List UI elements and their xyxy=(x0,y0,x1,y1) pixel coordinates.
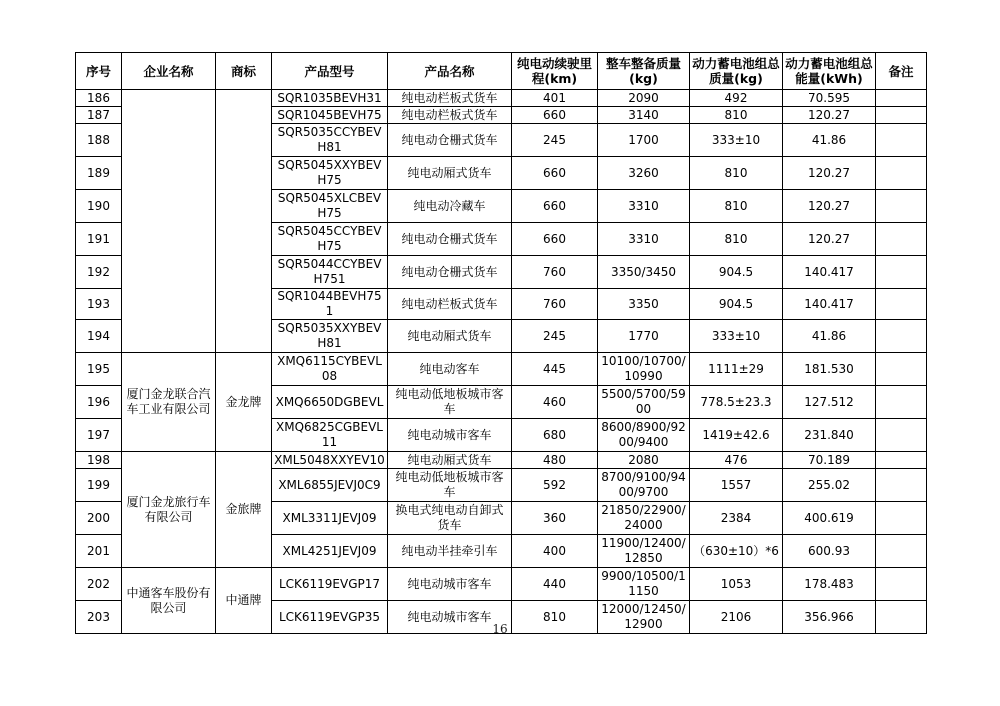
product-name-cell: 纯电动城市客车 xyxy=(388,568,512,601)
header-cell: 产品型号 xyxy=(272,53,388,90)
company-cell: 厦门金龙旅行车有限公司 xyxy=(122,452,216,568)
company-cell: 中通客车股份有限公司 xyxy=(122,568,216,634)
battery-energy-cell: 127.512 xyxy=(783,386,876,419)
row-number-cell: 198 xyxy=(76,452,122,469)
table-row xyxy=(76,568,927,601)
row-number-cell: 197 xyxy=(76,419,122,452)
curb-mass-cell: 9900/10500/11150 xyxy=(598,568,690,601)
model-cell: SQR5045CCYBEVH75 xyxy=(272,223,388,256)
note-cell xyxy=(876,419,927,452)
model-cell: XMQ6825CGBEVL11 xyxy=(272,419,388,452)
product-name-cell: 换电式纯电动自卸式货车 xyxy=(388,502,512,535)
note-cell xyxy=(876,386,927,419)
battery-mass-cell: 810 xyxy=(690,107,783,124)
row-number-cell: 194 xyxy=(76,320,122,353)
header-cell: 商标 xyxy=(216,53,272,90)
battery-mass-cell: 333±10 xyxy=(690,124,783,157)
range-cell: 245 xyxy=(512,320,598,353)
note-cell xyxy=(876,256,927,289)
row-number-cell: 193 xyxy=(76,289,122,320)
product-name-cell: 纯电动低地板城市客车 xyxy=(388,469,512,502)
battery-mass-cell: 1419±42.6 xyxy=(690,419,783,452)
header-cell: 整车整备质量(kg) xyxy=(598,53,690,90)
curb-mass-cell: 1700 xyxy=(598,124,690,157)
range-cell: 660 xyxy=(512,190,598,223)
note-cell xyxy=(876,157,927,190)
vehicle-catalog-table xyxy=(75,52,927,634)
note-cell xyxy=(876,124,927,157)
battery-energy-cell: 70.189 xyxy=(783,452,876,469)
curb-mass-cell: 10100/10700/10990 xyxy=(598,353,690,386)
battery-energy-cell: 120.27 xyxy=(783,190,876,223)
product-name-cell: 纯电动客车 xyxy=(388,353,512,386)
product-name-cell: 纯电动栏板式货车 xyxy=(388,289,512,320)
battery-mass-cell: 778.5±23.3 xyxy=(690,386,783,419)
model-cell: XML5048XXYEV10 xyxy=(272,452,388,469)
header-cell: 动力蓄电池组总质量(kg) xyxy=(690,53,783,90)
note-cell xyxy=(876,223,927,256)
model-cell: SQR5045XLCBEVH75 xyxy=(272,190,388,223)
model-cell: SQR1044BEVH751 xyxy=(272,289,388,320)
battery-energy-cell: 400.619 xyxy=(783,502,876,535)
curb-mass-cell: 21850/22900/24000 xyxy=(598,502,690,535)
curb-mass-cell: 2090 xyxy=(598,90,690,107)
brand-cell: 金旅牌 xyxy=(216,452,272,568)
product-name-cell: 纯电动厢式货车 xyxy=(388,320,512,353)
range-cell: 440 xyxy=(512,568,598,601)
product-name-cell: 纯电动低地板城市客车 xyxy=(388,386,512,419)
model-cell: LCK6119EVGP35 xyxy=(272,601,388,634)
range-cell: 660 xyxy=(512,107,598,124)
row-number-cell: 192 xyxy=(76,256,122,289)
battery-energy-cell: 140.417 xyxy=(783,256,876,289)
product-name-cell: 纯电动栏板式货车 xyxy=(388,90,512,107)
battery-mass-cell: 2384 xyxy=(690,502,783,535)
range-cell: 810 xyxy=(512,601,598,634)
battery-mass-cell: 1557 xyxy=(690,469,783,502)
battery-energy-cell: 41.86 xyxy=(783,320,876,353)
row-number-cell: 191 xyxy=(76,223,122,256)
curb-mass-cell: 3140 xyxy=(598,107,690,124)
battery-energy-cell: 600.93 xyxy=(783,535,876,568)
range-cell: 360 xyxy=(512,502,598,535)
battery-mass-cell: 1111±29 xyxy=(690,353,783,386)
row-number-cell: 203 xyxy=(76,601,122,634)
battery-mass-cell: 810 xyxy=(690,190,783,223)
product-name-cell: 纯电动城市客车 xyxy=(388,601,512,634)
curb-mass-cell: 3350 xyxy=(598,289,690,320)
row-number-cell: 189 xyxy=(76,157,122,190)
battery-energy-cell: 70.595 xyxy=(783,90,876,107)
row-number-cell: 196 xyxy=(76,386,122,419)
battery-mass-cell: 810 xyxy=(690,223,783,256)
product-name-cell: 纯电动半挂牵引车 xyxy=(388,535,512,568)
model-cell: XMQ6650DGBEVL xyxy=(272,386,388,419)
company-cell xyxy=(122,90,216,353)
battery-energy-cell: 120.27 xyxy=(783,223,876,256)
curb-mass-cell: 11900/12400/12850 xyxy=(598,535,690,568)
battery-energy-cell: 255.02 xyxy=(783,469,876,502)
row-number-cell: 202 xyxy=(76,568,122,601)
note-cell xyxy=(876,90,927,107)
row-number-cell: 201 xyxy=(76,535,122,568)
curb-mass-cell: 2080 xyxy=(598,452,690,469)
header-cell: 企业名称 xyxy=(122,53,216,90)
curb-mass-cell: 12000/12450/12900 xyxy=(598,601,690,634)
note-cell xyxy=(876,289,927,320)
header-cell: 备注 xyxy=(876,53,927,90)
battery-energy-cell: 231.840 xyxy=(783,419,876,452)
row-number-cell: 187 xyxy=(76,107,122,124)
table-row xyxy=(76,90,927,107)
range-cell: 480 xyxy=(512,452,598,469)
note-cell xyxy=(876,469,927,502)
note-cell xyxy=(876,502,927,535)
range-cell: 760 xyxy=(512,256,598,289)
row-number-cell: 188 xyxy=(76,124,122,157)
product-name-cell: 纯电动厢式货车 xyxy=(388,452,512,469)
battery-energy-cell: 356.966 xyxy=(783,601,876,634)
header-cell: 产品名称 xyxy=(388,53,512,90)
table-row xyxy=(76,353,927,386)
table-header-row xyxy=(76,53,927,90)
curb-mass-cell: 8600/8900/9200/9400 xyxy=(598,419,690,452)
model-cell: SQR5044CCYBEVH751 xyxy=(272,256,388,289)
row-number-cell: 186 xyxy=(76,90,122,107)
product-name-cell: 纯电动厢式货车 xyxy=(388,157,512,190)
brand-cell xyxy=(216,90,272,353)
battery-mass-cell: 476 xyxy=(690,452,783,469)
note-cell xyxy=(876,568,927,601)
range-cell: 660 xyxy=(512,157,598,190)
model-cell: SQR5035CCYBEVH81 xyxy=(272,124,388,157)
battery-mass-cell: 492 xyxy=(690,90,783,107)
model-cell: XML6855JEVJ0C9 xyxy=(272,469,388,502)
model-cell: SQR1035BEVH31 xyxy=(272,90,388,107)
product-name-cell: 纯电动仓栅式货车 xyxy=(388,124,512,157)
battery-mass-cell: （630±10）*6 xyxy=(690,535,783,568)
note-cell xyxy=(876,190,927,223)
header-cell: 序号 xyxy=(76,53,122,90)
company-cell: 厦门金龙联合汽车工业有限公司 xyxy=(122,353,216,452)
page-number: 16 xyxy=(492,622,508,636)
brand-cell: 金龙牌 xyxy=(216,353,272,452)
row-number-cell: 190 xyxy=(76,190,122,223)
curb-mass-cell: 3310 xyxy=(598,190,690,223)
battery-energy-cell: 140.417 xyxy=(783,289,876,320)
curb-mass-cell: 5500/5700/5900 xyxy=(598,386,690,419)
row-number-cell: 195 xyxy=(76,353,122,386)
product-name-cell: 纯电动栏板式货车 xyxy=(388,107,512,124)
model-cell: SQR1045BEVH75 xyxy=(272,107,388,124)
range-cell: 445 xyxy=(512,353,598,386)
model-cell: XML4251JEVJ09 xyxy=(272,535,388,568)
battery-mass-cell: 904.5 xyxy=(690,256,783,289)
battery-energy-cell: 181.530 xyxy=(783,353,876,386)
battery-mass-cell: 1053 xyxy=(690,568,783,601)
battery-energy-cell: 41.86 xyxy=(783,124,876,157)
curb-mass-cell: 3310 xyxy=(598,223,690,256)
note-cell xyxy=(876,452,927,469)
battery-mass-cell: 333±10 xyxy=(690,320,783,353)
product-name-cell: 纯电动仓栅式货车 xyxy=(388,256,512,289)
curb-mass-cell: 3260 xyxy=(598,157,690,190)
model-cell: LCK6119EVGP17 xyxy=(272,568,388,601)
battery-mass-cell: 810 xyxy=(690,157,783,190)
battery-energy-cell: 120.27 xyxy=(783,157,876,190)
product-name-cell: 纯电动冷藏车 xyxy=(388,190,512,223)
curb-mass-cell: 1770 xyxy=(598,320,690,353)
battery-mass-cell: 904.5 xyxy=(690,289,783,320)
model-cell: XMQ6115CYBEVL08 xyxy=(272,353,388,386)
curb-mass-cell: 8700/9100/9400/9700 xyxy=(598,469,690,502)
brand-cell: 中通牌 xyxy=(216,568,272,634)
range-cell: 592 xyxy=(512,469,598,502)
table-row xyxy=(76,452,927,469)
product-name-cell: 纯电动仓栅式货车 xyxy=(388,223,512,256)
model-cell: SQR5035XXYBEVH81 xyxy=(272,320,388,353)
header-cell: 动力蓄电池组总能量(kWh) xyxy=(783,53,876,90)
note-cell xyxy=(876,535,927,568)
range-cell: 400 xyxy=(512,535,598,568)
range-cell: 760 xyxy=(512,289,598,320)
curb-mass-cell: 3350/3450 xyxy=(598,256,690,289)
range-cell: 245 xyxy=(512,124,598,157)
range-cell: 401 xyxy=(512,90,598,107)
range-cell: 460 xyxy=(512,386,598,419)
note-cell xyxy=(876,107,927,124)
battery-energy-cell: 178.483 xyxy=(783,568,876,601)
range-cell: 660 xyxy=(512,223,598,256)
note-cell xyxy=(876,320,927,353)
note-cell xyxy=(876,353,927,386)
model-cell: XML3311JEVJ09 xyxy=(272,502,388,535)
model-cell: SQR5045XXYBEVH75 xyxy=(272,157,388,190)
row-number-cell: 200 xyxy=(76,502,122,535)
range-cell: 680 xyxy=(512,419,598,452)
product-name-cell: 纯电动城市客车 xyxy=(388,419,512,452)
battery-mass-cell: 2106 xyxy=(690,601,783,634)
row-number-cell: 199 xyxy=(76,469,122,502)
header-cell: 纯电动续驶里程(km) xyxy=(512,53,598,90)
battery-energy-cell: 120.27 xyxy=(783,107,876,124)
